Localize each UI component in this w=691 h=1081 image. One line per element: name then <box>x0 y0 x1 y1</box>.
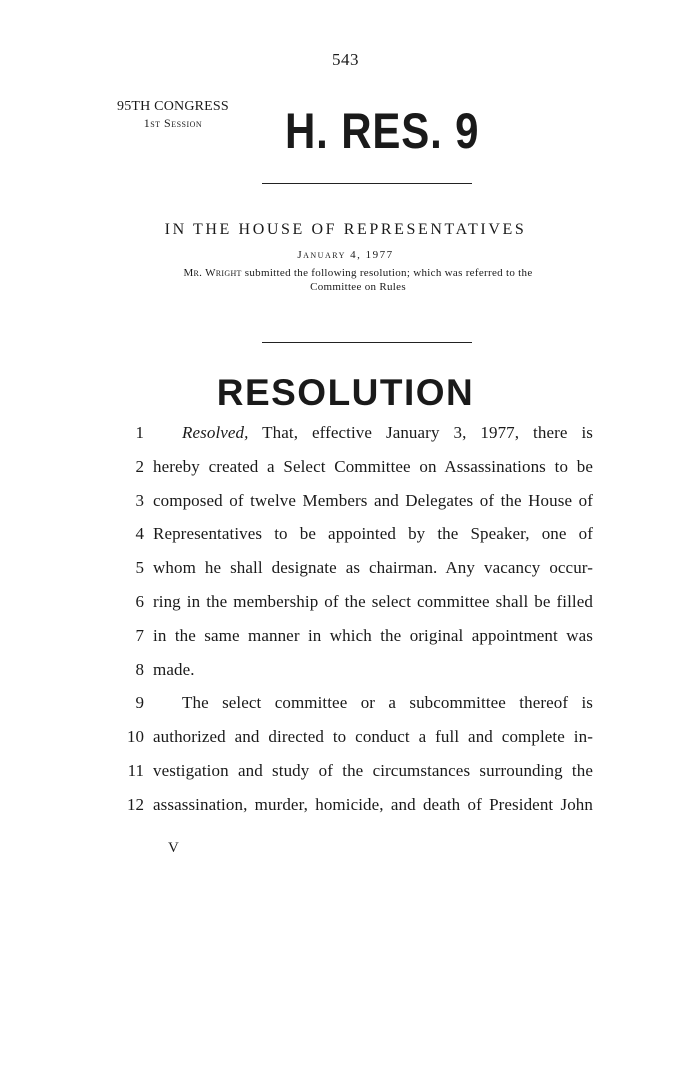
line-number: 8 <box>135 659 144 679</box>
continuation-mark: V <box>168 840 180 856</box>
divider-rule-top <box>262 183 472 184</box>
line-text-content <box>182 420 593 446</box>
line-text <box>153 589 593 615</box>
resolution-line <box>0 521 691 547</box>
line-number: 4 <box>135 524 144 544</box>
bill-number: H. RES. 9 <box>285 103 480 159</box>
line-body: whom he shall designate as chairman. Any vacancy occur- <box>153 558 593 578</box>
line-text <box>153 488 593 514</box>
line-body: ring in the membership of the select committee shall be filled <box>153 592 593 611</box>
congress-session-block <box>117 99 229 131</box>
line-body: The select committee or a subcommittee thereof is <box>182 693 593 713</box>
line-text-content <box>153 623 593 649</box>
line-text-content <box>153 454 593 480</box>
introduction-statement <box>128 266 588 294</box>
line-text <box>153 521 593 547</box>
line-text <box>182 420 593 446</box>
resolution-line <box>0 657 691 683</box>
line-text <box>153 454 593 480</box>
line-body: in the same manner in which the original appointment was <box>153 625 593 645</box>
line-number: 6 <box>135 592 144 611</box>
line-text <box>153 792 593 818</box>
line-body: made. <box>153 659 195 679</box>
resolution-line <box>0 724 691 750</box>
line-text-content <box>153 521 593 547</box>
session-label: 1st Session <box>143 116 203 130</box>
resolution-line <box>0 420 691 446</box>
line-number: 5 <box>135 558 144 578</box>
line-text-content <box>153 724 593 750</box>
line-text <box>153 555 593 581</box>
line-text-content <box>153 792 593 818</box>
line-body: That, effective January 3, 1977, there is <box>262 423 594 442</box>
line-number: 7 <box>135 625 144 645</box>
resolved-clause-lead: Resolved, <box>182 423 249 442</box>
line-body: vestigation and study of the circumstances surrounding the <box>153 761 593 780</box>
line-text-content <box>153 657 593 683</box>
line-text <box>182 690 593 716</box>
line-body: assassination, murder, homicide, and death of President John <box>153 794 593 814</box>
line-body: Representatives to be appointed by the Speaker, one of <box>153 524 593 544</box>
line-body: hereby created a Select Committee on Assassinations to be <box>153 456 593 476</box>
line-number: 12 <box>127 794 144 814</box>
line-number: 10 <box>127 727 144 747</box>
resolution-line <box>0 758 691 784</box>
resolution-line <box>0 555 691 581</box>
resolution-heading: RESOLUTION <box>216 372 475 413</box>
resolution-line <box>0 488 691 514</box>
line-text-content <box>153 589 593 615</box>
line-body: authorized and directed to conduct a full and complete in- <box>153 727 593 747</box>
resolution-line <box>0 690 691 716</box>
line-text-content <box>182 690 593 716</box>
line-text <box>153 657 593 683</box>
line-number: 11 <box>127 761 144 780</box>
line-text <box>153 623 593 649</box>
line-number: 9 <box>135 693 144 713</box>
introduction-date: January 4, 1977 <box>297 249 394 261</box>
congress-label: 95TH CONGRESS <box>117 99 229 114</box>
resolution-line <box>0 454 691 480</box>
chamber-heading: IN THE HOUSE OF REPRESENTATIVES <box>164 221 527 238</box>
line-number: 2 <box>135 456 144 476</box>
line-text-content <box>153 488 593 514</box>
resolution-line <box>0 589 691 615</box>
line-text <box>153 758 593 784</box>
statement-line-2: Committee on Rules <box>310 281 406 293</box>
page-number: 543 <box>332 50 359 69</box>
line-number: 3 <box>135 490 144 510</box>
line-number: 1 <box>135 423 144 442</box>
line-body: composed of twelve Members and Delegates of the House of <box>153 490 593 510</box>
line-text-content <box>153 758 593 784</box>
sponsor-name: Mr. Wright <box>183 267 242 279</box>
line-text-content <box>153 555 593 581</box>
line-text <box>153 724 593 750</box>
statement-line-1: submitted the following resolution; which was referred to the <box>244 267 533 279</box>
resolution-line <box>0 792 691 818</box>
divider-rule-bottom <box>262 342 472 343</box>
resolution-line <box>0 623 691 649</box>
